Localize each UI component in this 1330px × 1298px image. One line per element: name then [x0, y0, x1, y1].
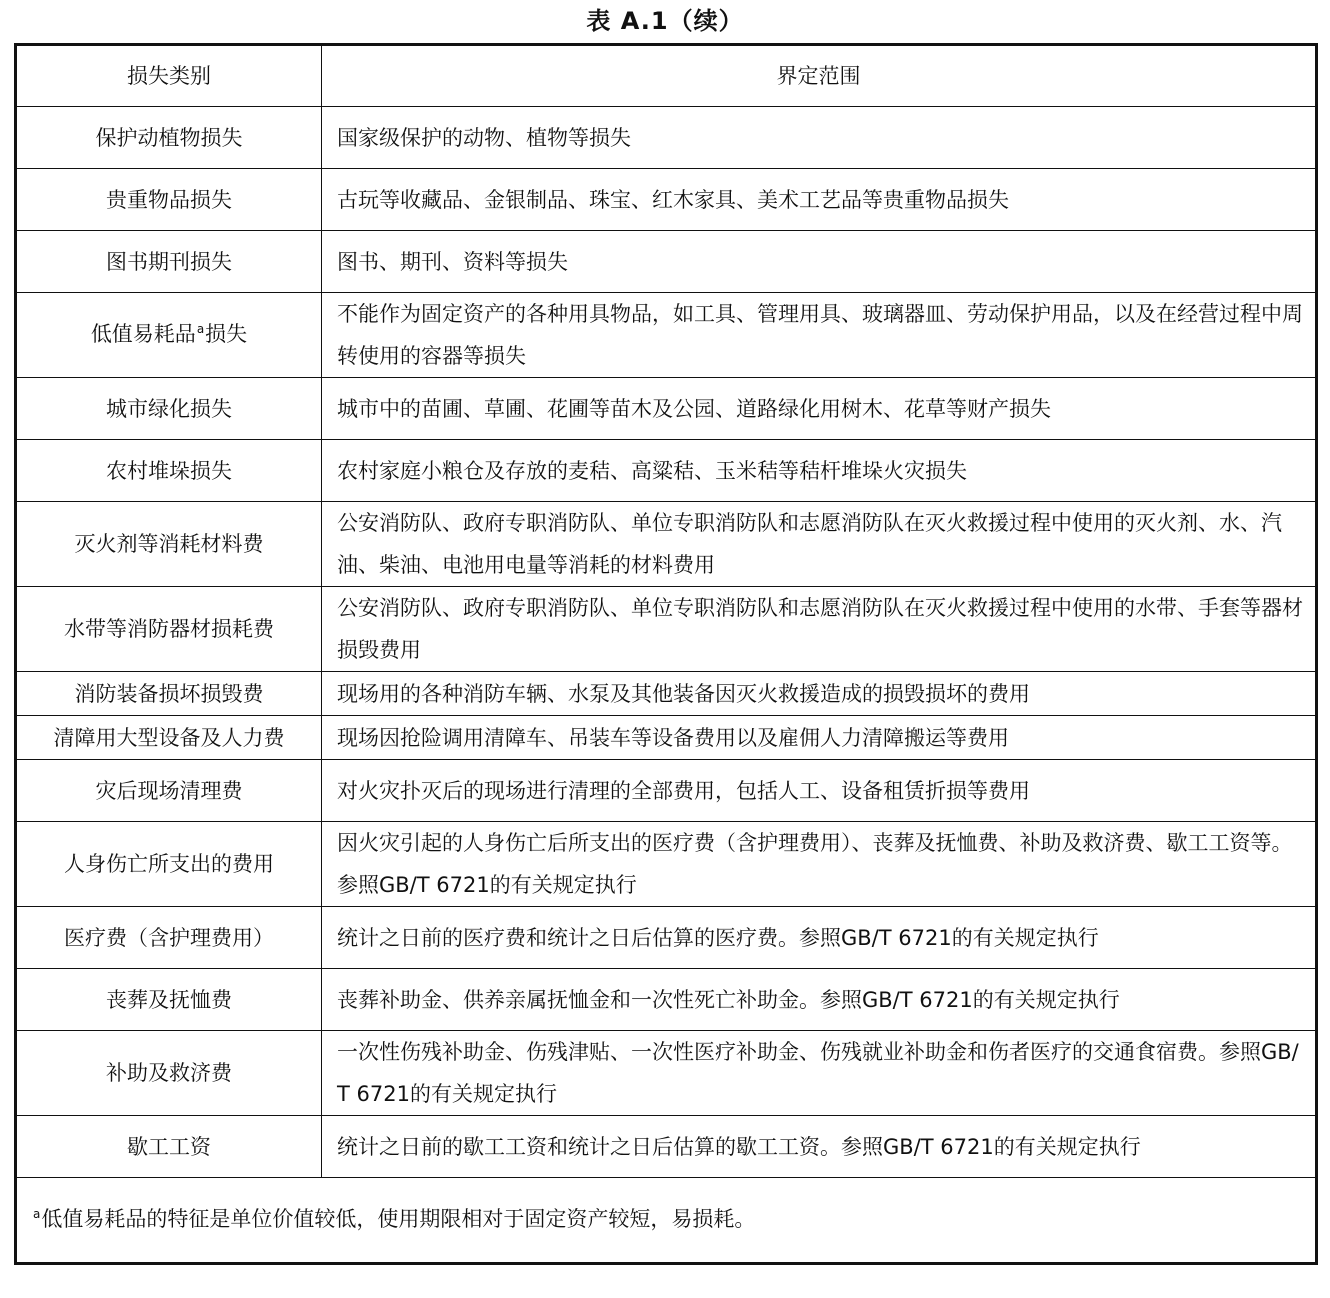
category-text: 低值易耗品	[90, 321, 196, 346]
table-row	[16, 1116, 1317, 1178]
category-cell: 歇工工资	[16, 1116, 322, 1178]
category-cell	[16, 293, 322, 378]
category-cell: 清障用大型设备及人力费	[16, 716, 322, 760]
scope-cell: 公安消防队、政府专职消防队、单位专职消防队和志愿消防队在灭火救援过程中使用的灭火剂、水、汽油、柴油、电池用电量等消耗的材料费用	[322, 502, 1317, 587]
category-cell: 灭火剂等消耗材料费	[16, 502, 322, 587]
scope-cell: 一次性伤残补助金、伤残津贴、一次性医疗补助金、伤残就业补助金和伤者医疗的交通食宿费。参照GB/T 6721的有关规定执行	[322, 1031, 1317, 1116]
table-row	[16, 760, 1317, 822]
category-cell: 灾后现场清理费	[16, 760, 322, 822]
footnote-cell	[16, 1178, 1317, 1264]
table-row	[16, 502, 1317, 587]
table-row	[16, 1031, 1317, 1116]
category-suffix: 损失	[205, 321, 248, 346]
table-row	[16, 169, 1317, 231]
scope-cell: 丧葬补助金、供养亲属抚恤金和一次性死亡补助金。参照GB/T 6721的有关规定执行	[322, 969, 1317, 1031]
header-category: 损失类别	[16, 45, 322, 107]
footnote-row	[16, 1178, 1317, 1264]
category-cell: 人身伤亡所支出的费用	[16, 822, 322, 907]
scope-cell: 图书、期刊、资料等损失	[322, 231, 1317, 293]
table-header-row	[16, 45, 1317, 107]
category-cell: 消防装备损坏损毁费	[16, 672, 322, 716]
table-row	[16, 969, 1317, 1031]
footnote-marker: a	[196, 321, 205, 336]
footnote-marker: a	[33, 1206, 41, 1221]
table-row	[16, 716, 1317, 760]
category-cell: 补助及救济费	[16, 1031, 322, 1116]
table-row	[16, 231, 1317, 293]
scope-cell: 国家级保护的动物、植物等损失	[322, 107, 1317, 169]
category-cell: 贵重物品损失	[16, 169, 322, 231]
scope-cell: 对火灾扑灭后的现场进行清理的全部费用，包括人工、设备租赁折损等费用	[322, 760, 1317, 822]
scope-cell: 城市中的苗圃、草圃、花圃等苗木及公园、道路绿化用树木、花草等财产损失	[322, 378, 1317, 440]
table-row	[16, 378, 1317, 440]
scope-cell: 因火灾引起的人身伤亡后所支出的医疗费（含护理费用）、丧葬及抚恤费、补助及救济费、歇工工资等。参照GB/T 6721的有关规定执行	[322, 822, 1317, 907]
table-title: 表 A.1（续）	[586, 7, 744, 35]
category-cell: 医疗费（含护理费用）	[16, 907, 322, 969]
scope-cell: 统计之日前的歇工工资和统计之日后估算的歇工工资。参照GB/T 6721的有关规定执行	[322, 1116, 1317, 1178]
category-cell: 城市绿化损失	[16, 378, 322, 440]
loss-category-table	[14, 43, 1318, 1265]
scope-cell: 现场用的各种消防车辆、水泵及其他装备因灭火救援造成的损毁损坏的费用	[322, 672, 1317, 716]
scope-cell: 现场因抢险调用清障车、吊装车等设备费用以及雇佣人力清障搬运等费用	[322, 716, 1317, 760]
table-row	[16, 672, 1317, 716]
scope-cell: 统计之日前的医疗费和统计之日后估算的医疗费。参照GB/T 6721的有关规定执行	[322, 907, 1317, 969]
category-cell: 水带等消防器材损耗费	[16, 587, 322, 672]
scope-cell: 古玩等收藏品、金银制品、珠宝、红木家具、美术工艺品等贵重物品损失	[322, 169, 1317, 231]
category-cell: 丧葬及抚恤费	[16, 969, 322, 1031]
table-row	[16, 907, 1317, 969]
header-scope: 界定范围	[322, 45, 1317, 107]
category-cell: 保护动植物损失	[16, 107, 322, 169]
scope-cell: 农村家庭小粮仓及存放的麦秸、高粱秸、玉米秸等秸杆堆垛火灾损失	[322, 440, 1317, 502]
category-cell: 图书期刊损失	[16, 231, 322, 293]
table-row	[16, 822, 1317, 907]
table-row	[16, 587, 1317, 672]
table-row	[16, 293, 1317, 378]
category-cell: 农村堆垛损失	[16, 440, 322, 502]
scope-cell: 不能作为固定资产的各种用具物品，如工具、管理用具、玻璃器皿、劳动保护用品，以及在经营过程中周转使用的容器等损失	[322, 293, 1317, 378]
table-row	[16, 107, 1317, 169]
footnote-text: 低值易耗品的特征是单位价值较低，使用期限相对于固定资产较短，易损耗。	[41, 1206, 756, 1231]
table-row	[16, 440, 1317, 502]
scope-cell: 公安消防队、政府专职消防队、单位专职消防队和志愿消防队在灭火救援过程中使用的水带、手套等器材损毁费用	[322, 587, 1317, 672]
